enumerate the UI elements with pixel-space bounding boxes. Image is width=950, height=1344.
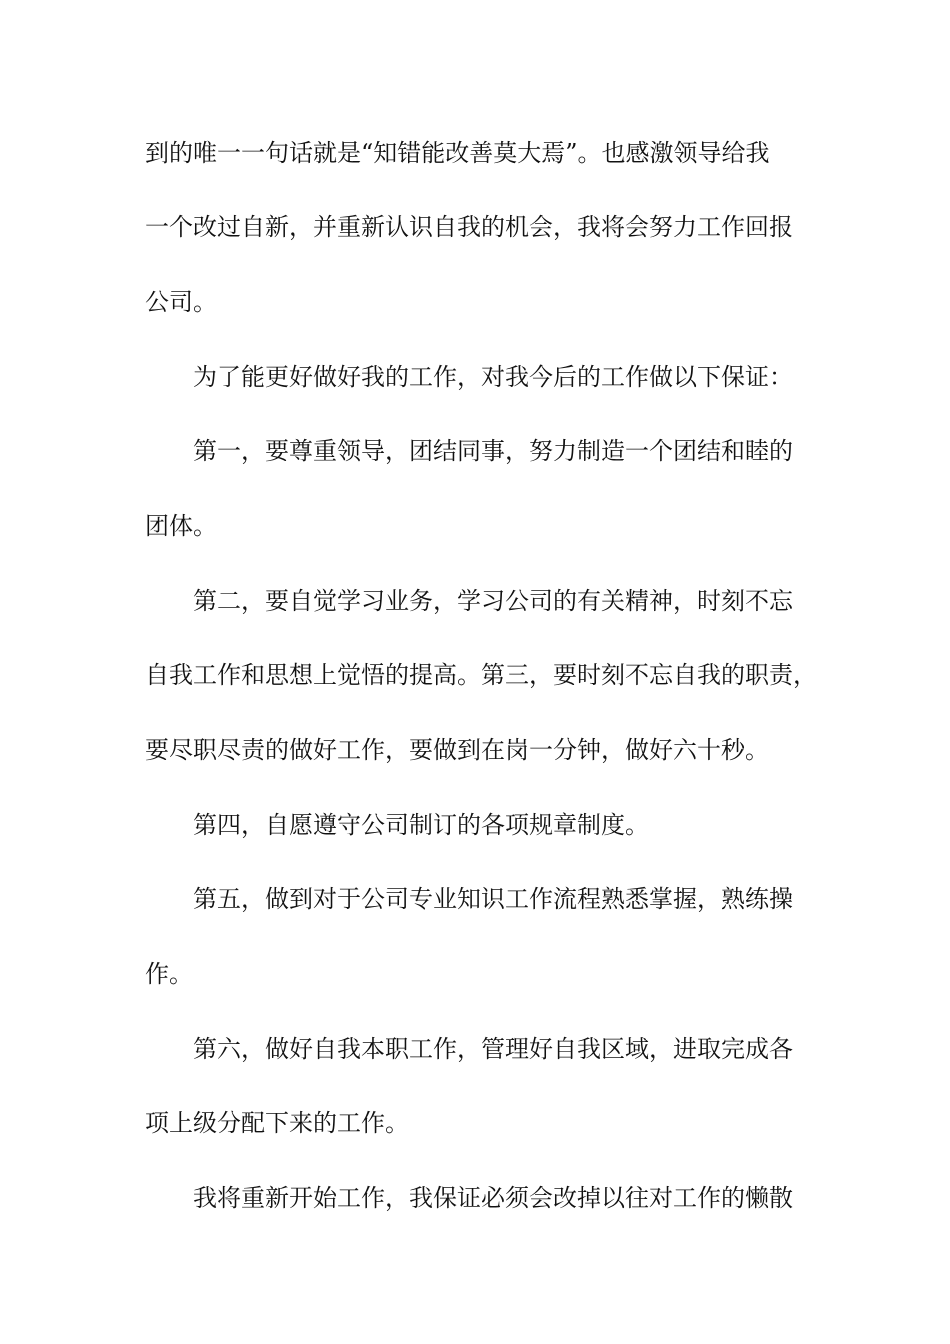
text-line: 到的唯一一句话就是“知错能改善莫大焉”。也感激领导给我 bbox=[145, 139, 770, 167]
text-line: 自我工作和思想上觉悟的提高。第三，要时刻不忘自我的职责， bbox=[145, 661, 817, 689]
paragraph-start-line: 第一，要尊重领导，团结同事，努力制造一个团结和睦的 bbox=[193, 437, 793, 465]
paragraph-start-line: 我将重新开始工作，我保证必须会改掉以往对工作的懒散 bbox=[193, 1184, 793, 1212]
paragraph-start-line: 第五，做到对于公司专业知识工作流程熟悉掌握，熟练操 bbox=[193, 885, 793, 913]
paragraph-start-line: 第四，自愿遵守公司制订的各项规章制度。 bbox=[193, 811, 649, 839]
text-line: 一个改过自新，并重新认识自我的机会，我将会努力工作回报 bbox=[145, 213, 793, 241]
paragraph-start-line: 第二，要自觉学习业务，学习公司的有关精神，时刻不忘 bbox=[193, 587, 793, 615]
text-line: 要尽职尽责的做好工作，要做到在岗一分钟，做好六十秒。 bbox=[145, 736, 769, 764]
text-line: 团体。 bbox=[145, 512, 217, 540]
text-line: 公司。 bbox=[145, 288, 217, 316]
text-line: 项上级分配下来的工作。 bbox=[145, 1109, 409, 1137]
paragraph-start-line: 第六，做好自我本职工作，管理好自我区域，进取完成各 bbox=[193, 1035, 793, 1063]
text-line: 作。 bbox=[145, 960, 193, 988]
paragraph-start-line: 为了能更好做好我的工作，对我今后的工作做以下保证： bbox=[193, 363, 793, 391]
